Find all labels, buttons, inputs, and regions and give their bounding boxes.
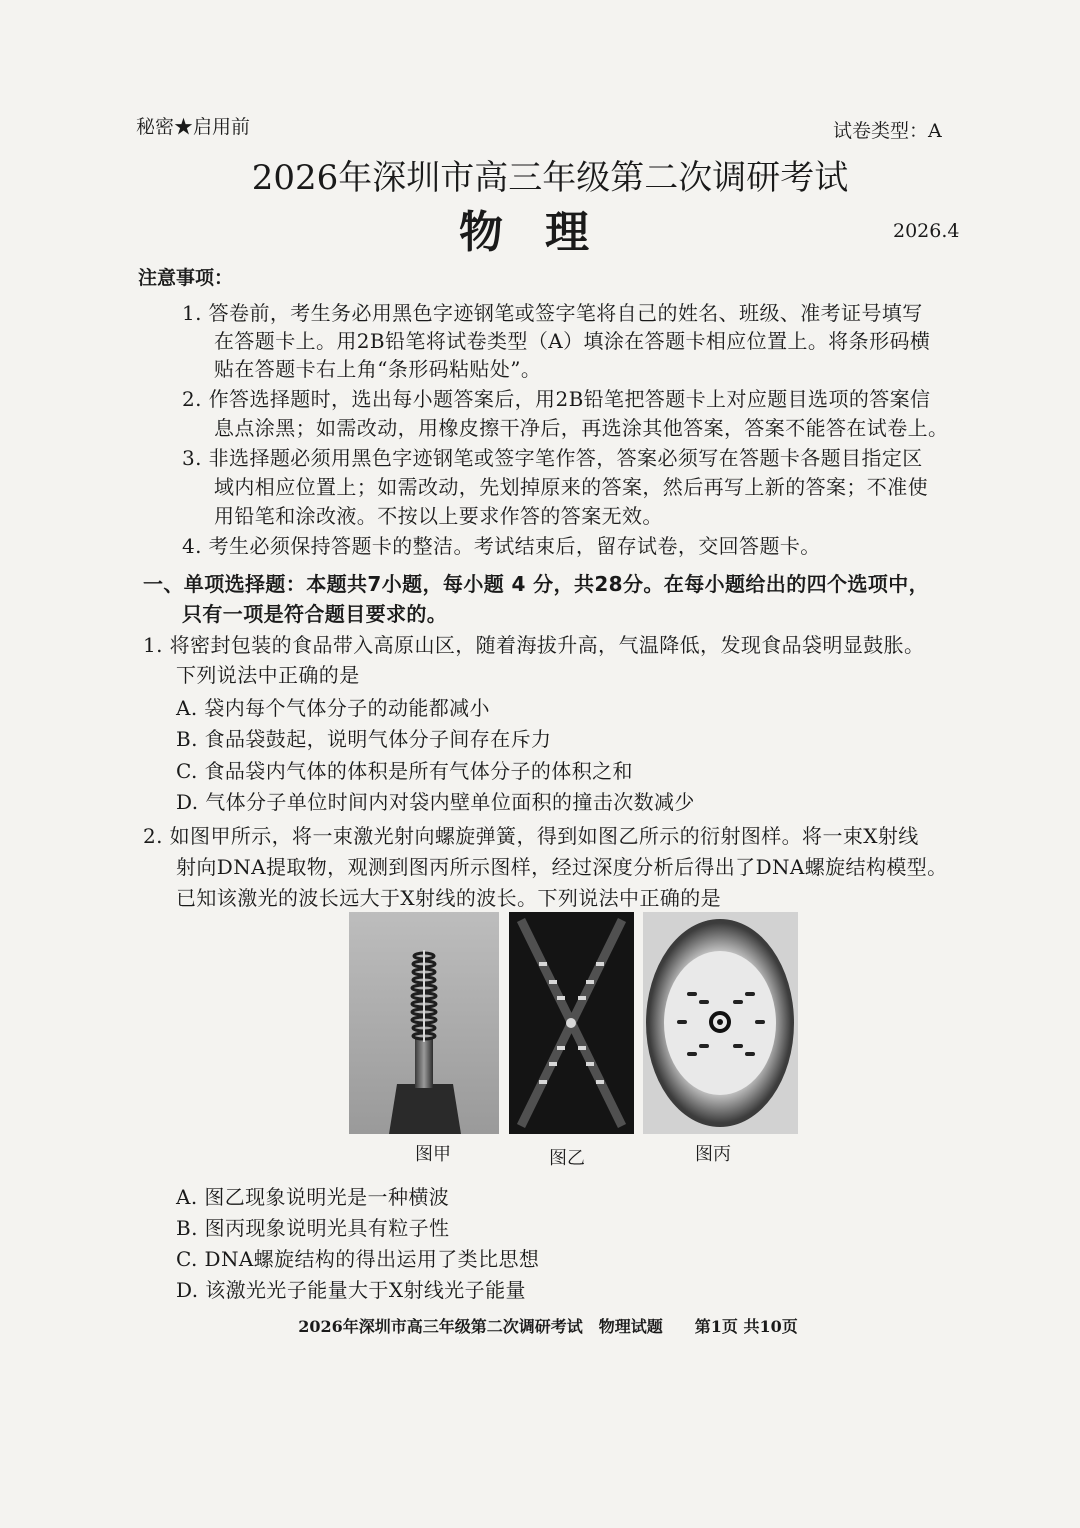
q2-option-c: C. DNA螺旋结构的得出运用了类比思想 xyxy=(176,1247,540,1271)
question-2-stem-cont: 射向DNA提取物，观测到图丙所示图样，经过深度分析后得出了DNA螺旋结构模型。 xyxy=(176,855,948,879)
notice-heading: 注意事项： xyxy=(138,267,234,289)
q1-option-d: D. 气体分子单位时间内对袋内壁单位面积的撞击次数减少 xyxy=(176,790,695,814)
section-heading-cont: 只有一项是符合题目要求的。 xyxy=(182,602,448,626)
question-2-stem: 2. 如图甲所示，将一束激光射向螺旋弹簧，得到如图乙所示的衍射图样。将一束X射线 xyxy=(143,824,919,848)
figure-bing-xray-pattern xyxy=(643,912,798,1134)
q1-option-b: B. 食品袋鼓起，说明气体分子间存在斥力 xyxy=(176,727,552,751)
subject-title: 物理 xyxy=(459,207,631,258)
notice-line: 4. 考生必须保持答题卡的整洁。考试结束后，留存试卷，交回答题卡。 xyxy=(182,534,821,558)
notice-line: 用铅笔和涂改液。不按以上要求作答的答案无效。 xyxy=(214,504,663,528)
exam-title: 2026年深圳市高三年级第二次调研考试 xyxy=(251,158,849,198)
notice-line: 1. 答卷前，考生务必用黑色字迹钢笔或签字笔将自己的姓名、班级、准考证号填写 xyxy=(182,301,923,325)
notice-line: 域内相应位置上；如需改动，先划掉原来的答案，然后再写上新的答案；不准使 xyxy=(214,475,928,499)
page-footer: 2026年深圳市高三年级第二次调研考试 物理试题 第1页 共10页 xyxy=(298,1317,798,1336)
figure-yi-diffraction-pattern xyxy=(509,912,634,1134)
notice-line: 在答题卡上。用2B铅笔将试卷类型（A）填涂在答题卡相应位置上。将条形码横 xyxy=(214,329,931,353)
section-heading: 一、单项选择题：本题共7小题，每小题 4 分，共28分。在每小题给出的四个选项中， xyxy=(143,572,929,596)
caption-bing: 图丙 xyxy=(695,1144,731,1165)
notice-line: 3. 非选择题必须用黑色字迹钢笔或签字笔作答，答案必须写在答题卡各题目指定区 xyxy=(182,446,923,470)
notice-line: 息点涂黑；如需改动，用橡皮擦干净后，再选涂其他答案，答案不能答在试卷上。 xyxy=(214,416,949,440)
confidential-label: 秘密★启用前 xyxy=(136,116,251,138)
caption-yi: 图乙 xyxy=(549,1148,585,1169)
q2-option-d: D. 该激光光子能量大于X射线光子能量 xyxy=(176,1278,526,1302)
notice-line: 2. 作答选择题时，选出每小题答案后，用2B铅笔把答题卡上对应题目选项的答案信 xyxy=(182,387,931,411)
q1-option-c: C. 食品袋内气体的体积是所有气体分子的体积之和 xyxy=(176,759,633,783)
question-2-stem-cont: 已知该激光的波长远大于X射线的波长。下列说法中正确的是 xyxy=(176,886,722,910)
q1-option-a: A. 袋内每个气体分子的动能都减小 xyxy=(176,696,490,720)
exam-date: 2026.4 xyxy=(893,220,960,242)
caption-jia: 图甲 xyxy=(415,1144,451,1165)
figure-jia-spring-photo xyxy=(349,912,499,1134)
q2-option-b: B. 图丙现象说明光具有粒子性 xyxy=(176,1216,450,1240)
paper-type: 试卷类型：A xyxy=(833,120,942,142)
q2-option-a: A. 图乙现象说明光是一种横波 xyxy=(176,1185,450,1209)
question-1-stem: 1. 将密封包装的食品带入高原山区，随着海拔升高，气温降低，发现食品袋明显鼓胀。 xyxy=(143,633,925,657)
question-1-stem-cont: 下列说法中正确的是 xyxy=(176,663,360,687)
notice-line: 贴在答题卡右上角“条形码粘贴处”。 xyxy=(214,357,542,381)
